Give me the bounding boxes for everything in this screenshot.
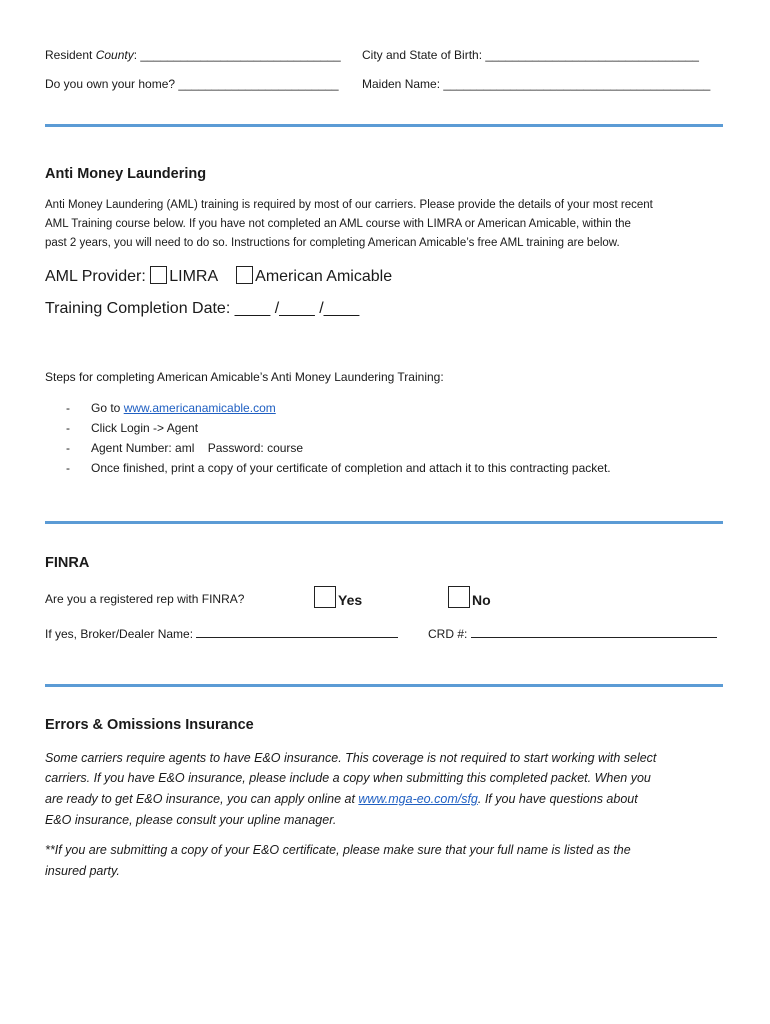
home-label: Do you own your home? <box>45 77 176 91</box>
crd-field[interactable] <box>428 625 717 641</box>
eo-paragraph-line: carriers. If you have E&O insurance, please include a copy when submitting this completed packet. When you <box>45 771 651 785</box>
county-field[interactable] <box>45 48 341 62</box>
list-bullet: - <box>66 441 70 455</box>
americanamicable-link[interactable]: www.americanamicable.com <box>123 401 276 415</box>
home-field[interactable] <box>45 77 339 91</box>
step-text: Go to <box>91 401 124 415</box>
step-text: Agent Number: aml Password: course <box>91 441 304 455</box>
list-bullet: - <box>66 461 70 475</box>
finra-no-label: No <box>472 592 491 608</box>
mga-eo-link[interactable]: www.mga-eo.com/sfg <box>358 792 478 806</box>
training-date-row[interactable] <box>45 300 359 318</box>
american-amicable-checkbox[interactable] <box>236 266 253 284</box>
eo-text: are ready to get E&O insurance, you can apply online at <box>45 792 359 806</box>
american-amicable-label: American Amicable <box>255 268 393 285</box>
broker-field[interactable] <box>45 625 398 641</box>
limra-checkbox[interactable] <box>150 266 167 284</box>
step-text: Click Login -> Agent <box>91 421 199 435</box>
birth-label: City and State of Birth: <box>362 48 483 62</box>
eo-note-line: **If you are submitting a copy of your E&O certificate, please make sure that your full name is listed as the <box>45 843 631 857</box>
eo-heading: Errors & Omissions Insurance <box>45 717 254 733</box>
birth-blank[interactable]: ________________________________ <box>485 48 699 62</box>
section-divider <box>45 521 723 524</box>
birth-field[interactable] <box>362 48 699 62</box>
finra-no-checkbox[interactable] <box>448 586 470 608</box>
finra-no-option[interactable] <box>448 586 491 608</box>
eo-note-line: insured party. <box>45 864 120 878</box>
aml-provider-label: AML Provider: <box>45 268 146 285</box>
maiden-blank[interactable]: ________________________________________ <box>443 77 711 91</box>
crd-blank[interactable] <box>471 625 717 638</box>
county-colon: : <box>133 48 138 62</box>
list-bullet: - <box>66 401 70 415</box>
maiden-label: Maiden Name: <box>362 77 441 91</box>
steps-heading: Steps for completing American Amicable’s Anti Money Laundering Training: <box>45 370 444 384</box>
finra-yes-checkbox[interactable] <box>314 586 336 608</box>
eo-paragraph-line: E&O insurance, please consult your upline manager. <box>45 813 337 827</box>
aml-paragraph-line: Anti Money Laundering (AML) training is required by most of our carriers. Please provide the details of your most recent <box>45 199 653 211</box>
list-bullet: - <box>66 421 70 435</box>
training-date-blank[interactable]: ____ /____ /____ <box>234 300 360 317</box>
list-item <box>66 401 276 415</box>
section-divider <box>45 684 723 687</box>
county-label-italic: County <box>95 48 134 62</box>
finra-heading: FINRA <box>45 555 90 571</box>
eo-text: . If you have questions about <box>477 792 638 806</box>
section-divider <box>45 124 723 127</box>
aml-paragraph-line: AML Training course below. If you have not completed an AML course with LIMRA or American Amicable, within the <box>45 218 631 230</box>
training-date-label: Training Completion Date: <box>45 300 231 317</box>
limra-label: LIMRA <box>169 268 218 285</box>
broker-blank[interactable] <box>196 625 398 638</box>
broker-label: If yes, Broker/Dealer Name: <box>45 627 194 641</box>
eo-paragraph-line: Some carriers require agents to have E&O insurance. This coverage is not required to start working with select <box>45 751 657 765</box>
county-blank[interactable]: ______________________________ <box>140 48 341 62</box>
crd-label: CRD #: <box>428 627 468 641</box>
aml-provider-row <box>45 266 392 286</box>
home-blank[interactable]: ________________________ <box>178 77 339 91</box>
finra-yes-option[interactable] <box>314 586 362 608</box>
county-label: Resident <box>45 48 96 62</box>
list-item <box>66 461 611 475</box>
list-item <box>66 421 199 435</box>
list-item <box>66 441 304 455</box>
aml-heading: Anti Money Laundering <box>45 166 207 182</box>
finra-question: Are you a registered rep with FINRA? <box>45 592 245 606</box>
finra-yes-label: Yes <box>338 592 363 608</box>
aml-paragraph-line: past 2 years, you will need to do so. Instructions for completing American Amicable’s free AML training are below. <box>45 237 620 249</box>
step-text: Once finished, print a copy of your certificate of completion and attach it to this contracting packet. <box>91 461 611 475</box>
maiden-field[interactable] <box>362 77 710 91</box>
eo-paragraph-line <box>45 789 638 810</box>
